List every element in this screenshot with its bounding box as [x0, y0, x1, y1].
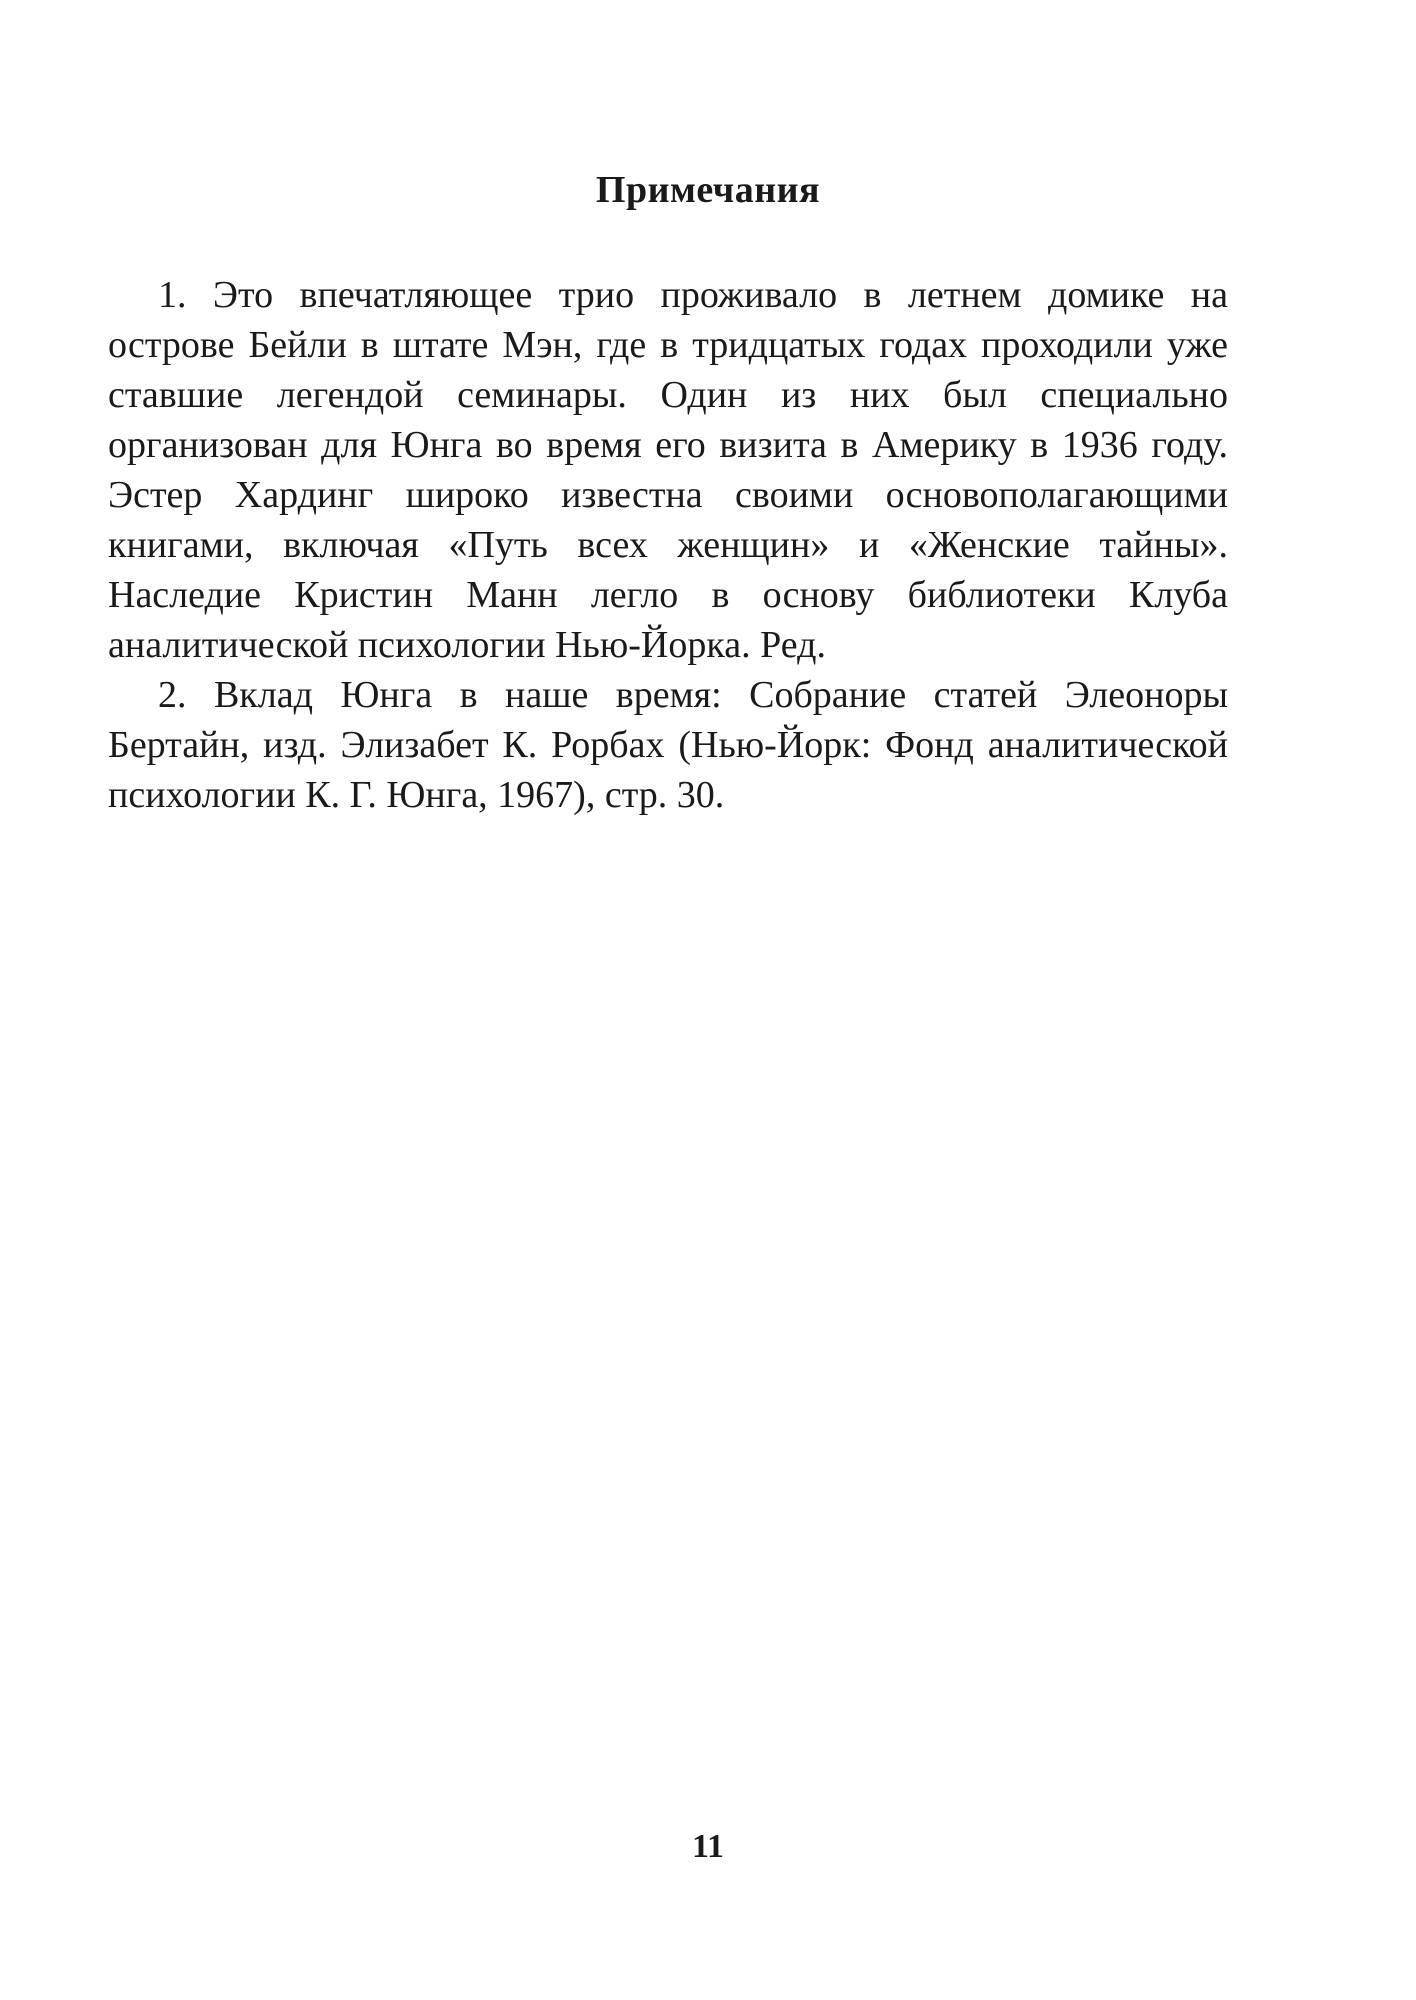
note-2: 2. Вклад Юнга в наше время: Собрание статей Элеоноры Бертайн, изд. Элизабет К. Рорбах (Нью-Йорк: Фонд аналитической психологии К. Г. Юнга, 1967), стр. 30. — [108, 674, 1228, 816]
notes-heading: Примечания — [595, 169, 821, 211]
page-number: 11 — [691, 1828, 725, 1865]
notes-list — [108, 270, 1228, 820]
note-1: 1. Это впечатляющее трио проживало в летнем домике на острове Бейли в штате Мэн, где в тридцатых годах проходили уже ставшие легендой семинары. Один из них был специально организован для Юнга во время его визита в Америку в 1936 году. Эстер Хардинг широко известна своими основополагающими книгами, включая «Путь всех женщин» и «Женские тайны». Наследие Кристин Манн легло в основу библиотеки Клуба аналитической психологии Нью-Йорка. Ред. — [108, 274, 1228, 666]
